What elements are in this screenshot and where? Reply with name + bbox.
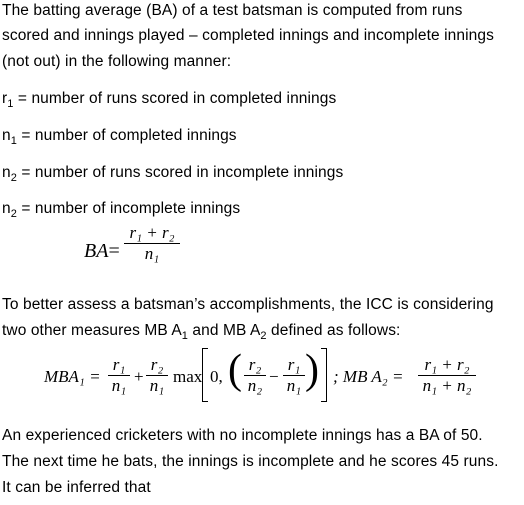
mba1-lhs: MBA₁ =	[44, 367, 101, 386]
assess-line-1: To better assess a batsman’s accomplishments, the ICC is considering	[2, 296, 494, 313]
left-square-bracket	[202, 348, 208, 402]
definition-n2-innings: $n_2$ = number of incomplete innings	[2, 200, 241, 221]
question-line-3: It can be inferred that	[2, 479, 151, 496]
intro-line-1: The batting average (BA) of a test batsman is computed from runs	[2, 2, 463, 19]
ba-formula-fraction: r₁ + r₂ n₁	[124, 224, 180, 263]
mba-frac-r2-n1: r₂ n₁	[146, 356, 168, 395]
left-paren: (	[228, 347, 242, 393]
definition-r1: $r_1$ = number of runs scored in completed innings	[2, 90, 337, 111]
assess-line-2: two other measures MB $A_1$ and MB $A_2$ defined as follows:	[2, 322, 401, 343]
mba-plus: +	[134, 367, 144, 386]
mba-frac-r1-n1-b: r₁ n₁	[283, 356, 305, 395]
mba-frac-r2-n2: r₂ n₂	[244, 356, 266, 395]
intro-line-3: (not out) in the following manner:	[2, 53, 232, 70]
mba-frac-r1-n1: r₁ n₁	[108, 356, 130, 395]
mba2-fraction: r₁ + r₂ n₁ + n₂	[418, 356, 476, 395]
definition-n2-runs: $n_2$ = number of runs scored in incomplete innings	[2, 164, 344, 185]
ba-formula-lhs: BA=	[84, 240, 120, 262]
mba2-lhs: ; MB A₂ =	[333, 367, 404, 386]
right-square-bracket	[321, 348, 327, 402]
definition-n1: $n_1$ = number of completed innings	[2, 127, 237, 148]
mba-minus: −	[269, 367, 279, 386]
mba-max: max	[173, 367, 203, 386]
question-line-2: The next time he bats, the innings is incomplete and he scores 45 runs.	[2, 453, 499, 470]
mba-zero: 0,	[210, 367, 223, 386]
question-line-1: An experienced cricketers with no incomplete innings has a BA of 50.	[2, 427, 483, 444]
intro-line-2: scored and innings played – completed innings and incomplete innings	[2, 27, 494, 44]
right-paren: )	[305, 347, 319, 393]
